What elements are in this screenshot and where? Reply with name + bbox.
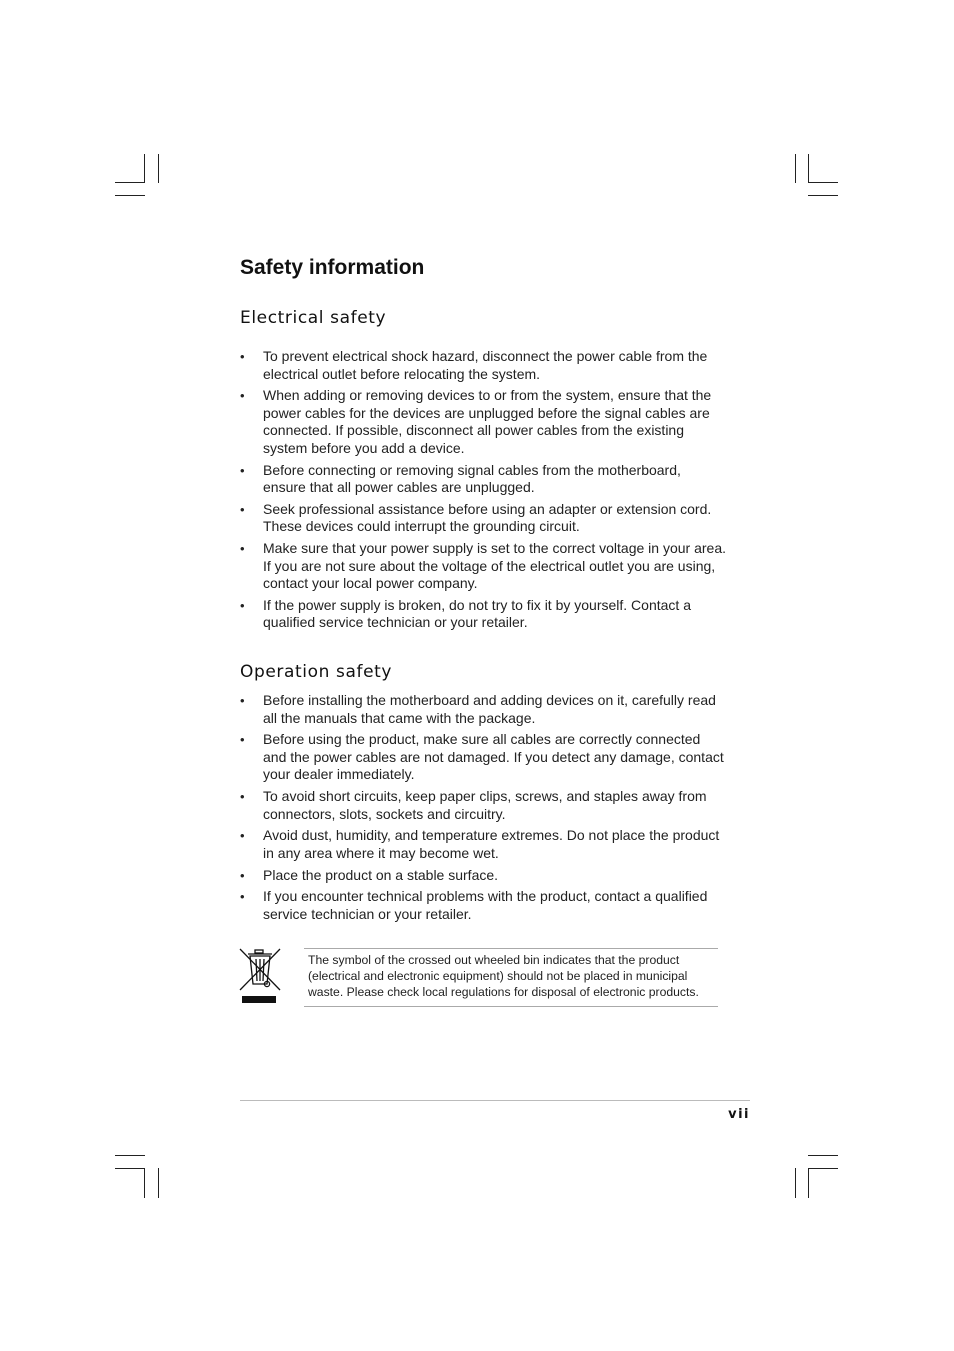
bullet: • — [240, 462, 245, 478]
bullet: • — [240, 867, 245, 883]
bullet: • — [240, 349, 245, 364]
electrical-safety-list — [240, 348, 726, 636]
bullet: • — [240, 693, 245, 708]
page-number: vii — [728, 1107, 750, 1122]
list-item: • If you encounter technical problems with the product, contact a qualified service technician or your retailer. — [240, 888, 708, 922]
list-item: • When adding or removing devices to or from the system, ensure that the power cables for the devices are unplugged before the signal cables are connected. If possible, disconnect all power cables from the existing system before you add a device. — [240, 387, 712, 456]
list-item: • Before installing the motherboard and adding devices on it, carefully read all the manuals that came with the package. — [240, 692, 716, 726]
bullet: • — [240, 828, 245, 844]
bullet: • — [240, 501, 245, 517]
list-item: • Before connecting or removing signal cables from the motherboard, ensure that all power cables are unplugged. — [240, 461, 681, 496]
operation-safety-list — [240, 692, 726, 928]
bullet: • — [240, 732, 245, 748]
bullet: • — [240, 889, 245, 905]
bullet: • — [240, 789, 245, 805]
weee-notice — [304, 948, 718, 1007]
page-title: Safety information — [240, 256, 425, 279]
list-item: • To prevent electrical shock hazard, disconnect the power cable from the electrical outlet before relocating the system. — [240, 348, 708, 382]
list-item: • Place the product on a stable surface. — [240, 866, 499, 883]
weee-notice-text: The symbol of the crossed out wheeled bin indicates that the product (electrical and electronic equipment) should not be placed in municipal waste. Please check local regulations for disposal of electronic products. — [308, 953, 699, 999]
electrical-safety-heading: Electrical safety — [240, 308, 387, 328]
list-item: • To avoid short circuits, keep paper clips, screws, and staples away from connectors, slots, sockets and circuitry. — [240, 788, 707, 822]
list-item: • Seek professional assistance before using an adapter or extension cord. These devices could interrupt the grounding circuit. — [240, 500, 712, 535]
crossed-out-wheeled-bin-icon — [237, 946, 283, 1008]
list-item: • If the power supply is broken, do not try to fix it by yourself. Contact a qualified service technician or your retailer. — [240, 596, 691, 631]
bullet: • — [240, 541, 245, 557]
list-item: • Avoid dust, humidity, and temperature extremes. Do not place the product in any area where it may become wet. — [240, 827, 720, 861]
operation-safety-heading: Operation safety — [240, 662, 393, 682]
bullet: • — [240, 388, 245, 404]
list-item: • Make sure that your power supply is set to the correct voltage in your area. If you are not sure about the voltage of the electrical outlet you are using, contact your local power company. — [240, 540, 727, 592]
footer-rule — [240, 1100, 750, 1101]
list-item: • Before using the product, make sure all cables are correctly connected and the power cables are not damaged. If you detect any damage, contact your dealer immediately. — [240, 731, 724, 783]
bullet: • — [240, 597, 245, 613]
